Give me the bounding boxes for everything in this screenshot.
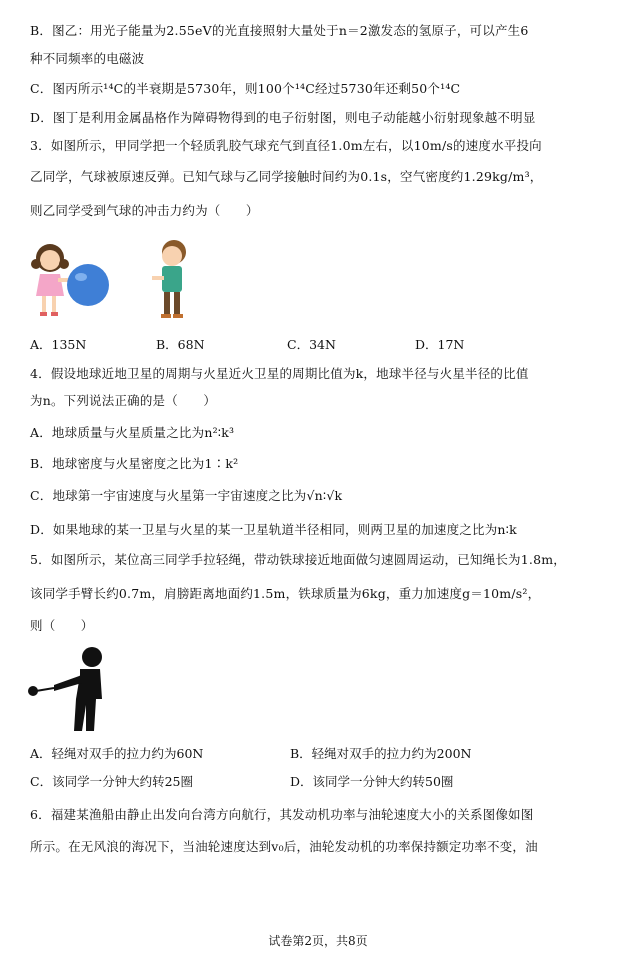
q6-stem-line1: 6．福建某渔船由静止出发向台湾方向航行，其发动机功率与油轮速度大小的关系图像如图 [30,807,534,822]
q3-stem-line2: 乙同学，气球被原速反弹。已知气球与乙同学接触时间约为0.1s，空气密度约1.29kg/m³， [30,169,543,184]
q4-option-a: A．地球质量与火星质量之比为n²∶k³ [30,425,235,440]
q4-option-c: C．地球第一宇宙速度与火星第一宇宙速度之比为√n∶√k [30,488,343,503]
q3-option-d: D．17N [415,337,465,352]
q5-option-c: C．该同学一分钟大约转25圈 [30,774,193,789]
q5-stem-line1: 5．如图所示，某位高三同学手拉轻绳，带动铁球接近地面做匀速圆周运动，已知绳长为1.8m， [30,552,566,567]
q4-option-d: D．如果地球的某一卫星与火星的某一卫星轨道半径相同，则两卫星的加速度之比为n∶k [30,522,517,537]
q5-option-a: A．轻绳对双手的拉力约为60N [30,746,204,761]
q2-option-d: D．图丁是利用金属晶格作为障碍物得到的电子衍射图，则电子动能越小衍射现象越不明显 [30,110,536,125]
boy-figure [152,240,186,318]
girl-figure [31,244,70,316]
q5-figure-hammer-thrower [24,645,108,733]
q6-stem-line2: 所示。在无风浪的海况下，当油轮速度达到v₀后，油轮发动机的功率保持额定功率不变，油 [30,839,538,854]
q4-stem-line2: 为n。下列说法正确的是（ ） [30,393,217,408]
balloon-figure [67,264,109,306]
q3-stem-line3: 则乙同学受到气球的冲击力约为（ ） [30,203,259,218]
page-footer: 试卷第2页，共8页 [268,934,368,948]
q3-option-a: A．135N [30,337,87,352]
q2-option-b-line1: B．图乙：用光子能量为2.55eV的光直接照射大量处于n＝2激发态的氢原子，可以产生6 [30,23,529,38]
q2-option-c: C．图丙所示¹⁴C的半衰期是5730年，则100个¹⁴C经过5730年还剩50个¹⁴C [30,81,461,96]
q5-option-b: B．轻绳对双手的拉力约为200N [290,746,472,761]
q5-stem-line3: 则（ ） [30,618,94,633]
q5-stem-line2: 该同学手臂长约0.7m，肩膀距离地面约1.5m，铁球质量为6kg，重力加速度g＝10m/s²， [30,586,541,601]
q3-option-b: B．68N [156,337,205,352]
q4-stem-line1: 4．假设地球近地卫星的周期与火星近火卫星的周期比值为k，地球半径与火星半径的比值 [30,366,529,381]
q2-option-b-line2: 种不同频率的电磁波 [30,51,145,66]
q3-option-c: C．34N [287,337,336,352]
iron-ball [28,686,38,696]
q4-option-b: B．地球密度与火星密度之比为1∶k² [30,456,239,471]
q3-figure-illustration [26,236,196,322]
q5-option-d: D．该同学一分钟大约转50圈 [290,774,454,789]
q3-stem-line1: 3．如图所示，甲同学把一个轻质乳胶气球充气到直径1.0m左右，以10m/s的速度水平投向 [30,138,542,153]
